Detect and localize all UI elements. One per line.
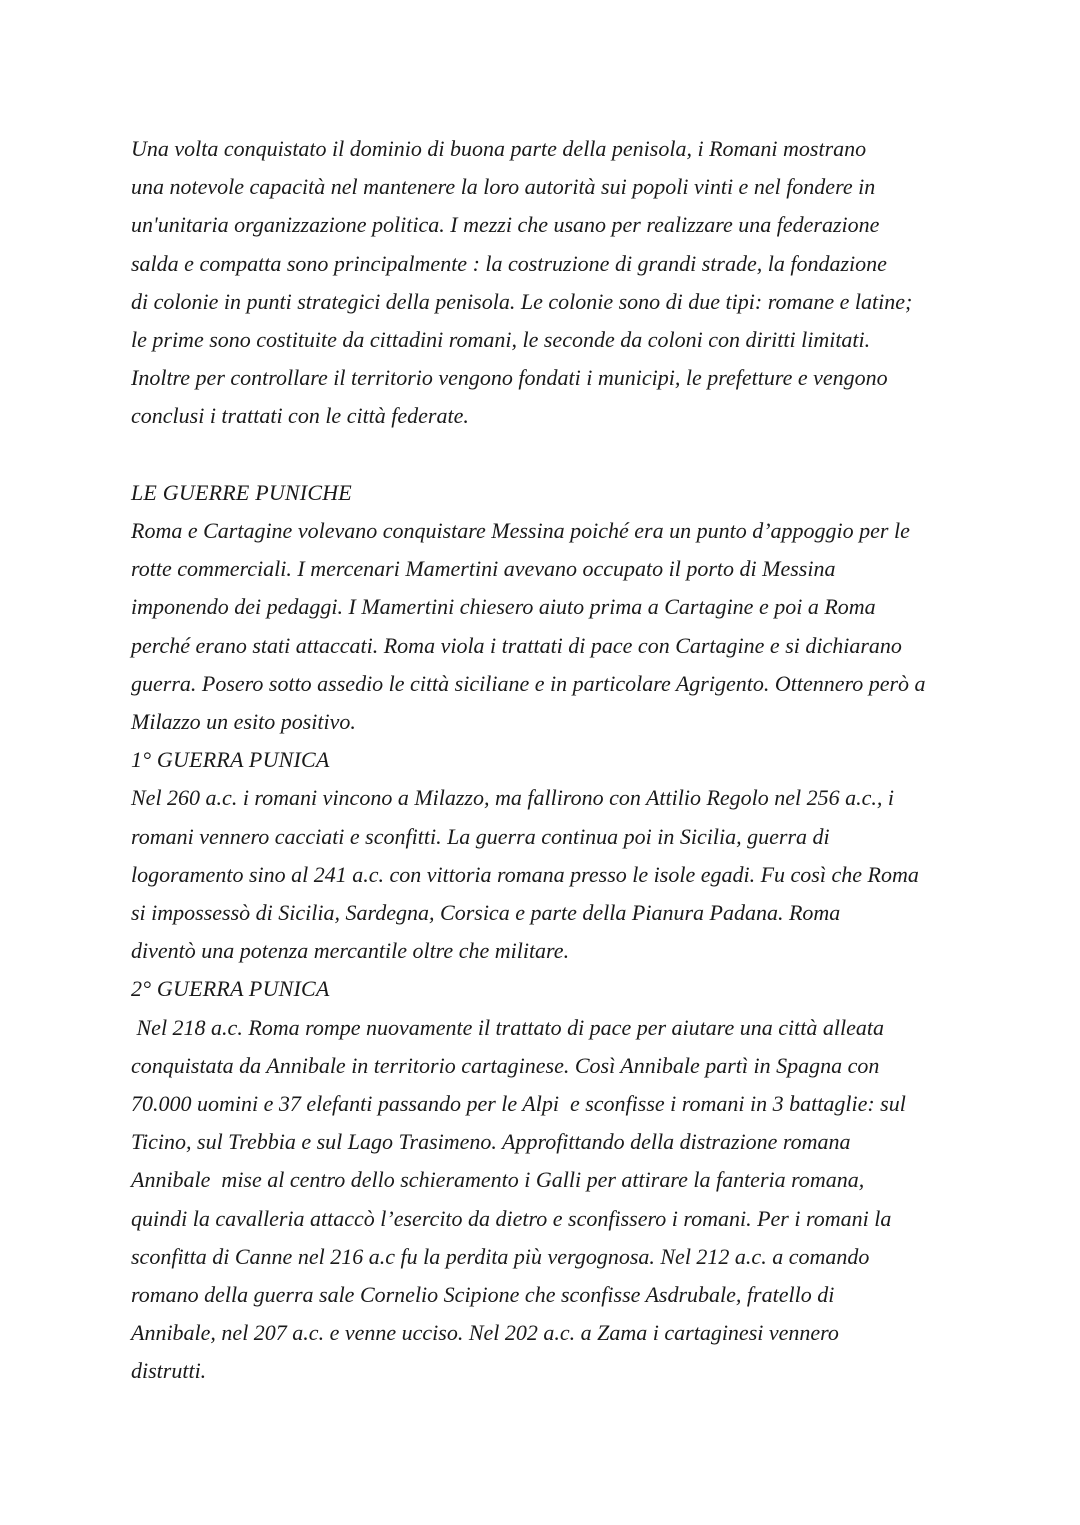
intro-line: Inoltre per controllare il territorio vengono fondati i municipi, le prefetture e vengono: [131, 365, 888, 391]
guerre-puniche-section: [131, 474, 961, 741]
guerre-puniche-line: Milazzo un esito positivo.: [131, 709, 356, 735]
seconda-guerra-line: sconfitta di Canne nel 216 a.c fu la perdita più vergognosa. Nel 212 a.c. a comando: [131, 1243, 870, 1269]
intro-paragraph: [131, 130, 961, 436]
seconda-guerra-line: Nel 218 a.c. Roma rompe nuovamente il trattato di pace per aiutare una città alleata: [131, 1014, 884, 1040]
intro-line: una notevole capacità nel mantenere la loro autorità sui popoli vinti e nel fondere in: [131, 174, 876, 200]
seconda-guerra-line: conquistata da Annibale in territorio cartaginese. Così Annibale partì in Spagna con: [131, 1052, 880, 1078]
intro-line: Una volta conquistato il dominio di buona parte della penisola, i Romani mostrano: [131, 136, 867, 161]
guerre-puniche-line: guerra. Posero sotto assedio le città siciliane e in particolare Agrigento. Ottennero però a: [131, 670, 926, 696]
seconda-guerra-line: Annibale, nel 207 a.c. e venne ucciso. Nel 202 a.c. a Zama i cartaginesi vennero: [131, 1320, 839, 1346]
paragraph-spacer: [131, 436, 961, 474]
guerre-puniche-line: perché erano stati attaccati. Roma viola i trattati di pace con Cartagine e si dichiarano: [131, 632, 902, 658]
prima-guerra-line: logoramento sino al 241 a.c. con vittoria romana presso le isole egadi. Fu così che Roma: [131, 861, 919, 887]
seconda-guerra-line: distrutti.: [131, 1358, 207, 1384]
section-heading-guerre-puniche: LE GUERRE PUNICHE: [131, 479, 352, 505]
intro-line: salda e compatta sono principalmente : la costruzione di grandi strade, la fondazione: [131, 250, 887, 276]
guerre-puniche-line: Roma e Cartagine volevano conquistare Messina poiché era un punto d’appoggio per le: [131, 518, 910, 544]
guerre-puniche-line: imponendo dei pedaggi. I Mamertini chiesero aiuto prima a Cartagine e poi a Roma: [131, 594, 876, 620]
guerre-puniche-line: rotte commerciali. I mercenari Mamertini avevano occupato il porto di Messina: [131, 556, 836, 582]
prima-guerra-section: [131, 741, 961, 970]
prima-guerra-line: diventò una potenza mercantile oltre che militare.: [131, 938, 570, 964]
seconda-guerra-line: romano della guerra sale Cornelio Scipione che sconfisse Asdrubale, fratello di: [131, 1282, 835, 1308]
seconda-guerra-section: [131, 970, 961, 1390]
intro-line: di colonie in punti strategici della penisola. Le colonie sono di due tipi: romane e latine;: [131, 288, 913, 314]
seconda-guerra-line: Annibale mise al centro dello schieramento i Galli per attirare la fanteria romana,: [131, 1167, 865, 1193]
intro-line: le prime sono costituite da cittadini romani, le seconde da coloni con diritti limitati.: [131, 327, 871, 353]
intro-line: un'unitaria organizzazione politica. I mezzi che usano per realizzare una federazione: [131, 212, 880, 238]
seconda-guerra-line: quindi la cavalleria attaccò l’esercito da dietro e sconfissero i romani. Per i romani la: [131, 1205, 892, 1231]
document-page: [131, 130, 961, 1391]
seconda-guerra-line: 70.000 uomini e 37 elefanti passando per le Alpi e sconfisse i romani in 3 battaglie: sul: [131, 1091, 906, 1117]
intro-line: conclusi i trattati con le città federate.: [131, 403, 469, 429]
section-heading-seconda-guerra: 2° GUERRA PUNICA: [131, 976, 330, 1002]
section-heading-prima-guerra: 1° GUERRA PUNICA: [131, 747, 330, 773]
seconda-guerra-line: Ticino, sul Trebbia e sul Lago Trasimeno. Approfittando della distrazione romana: [131, 1129, 851, 1155]
prima-guerra-line: Nel 260 a.c. i romani vincono a Milazzo, ma fallirono con Attilio Regolo nel 256 a.c., i: [131, 785, 895, 811]
prima-guerra-line: si impossessò di Sicilia, Sardegna, Corsica e parte della Pianura Padana. Roma: [131, 900, 841, 926]
prima-guerra-line: romani vennero cacciati e sconfitti. La guerra continua poi in Sicilia, guerra di: [131, 823, 830, 849]
